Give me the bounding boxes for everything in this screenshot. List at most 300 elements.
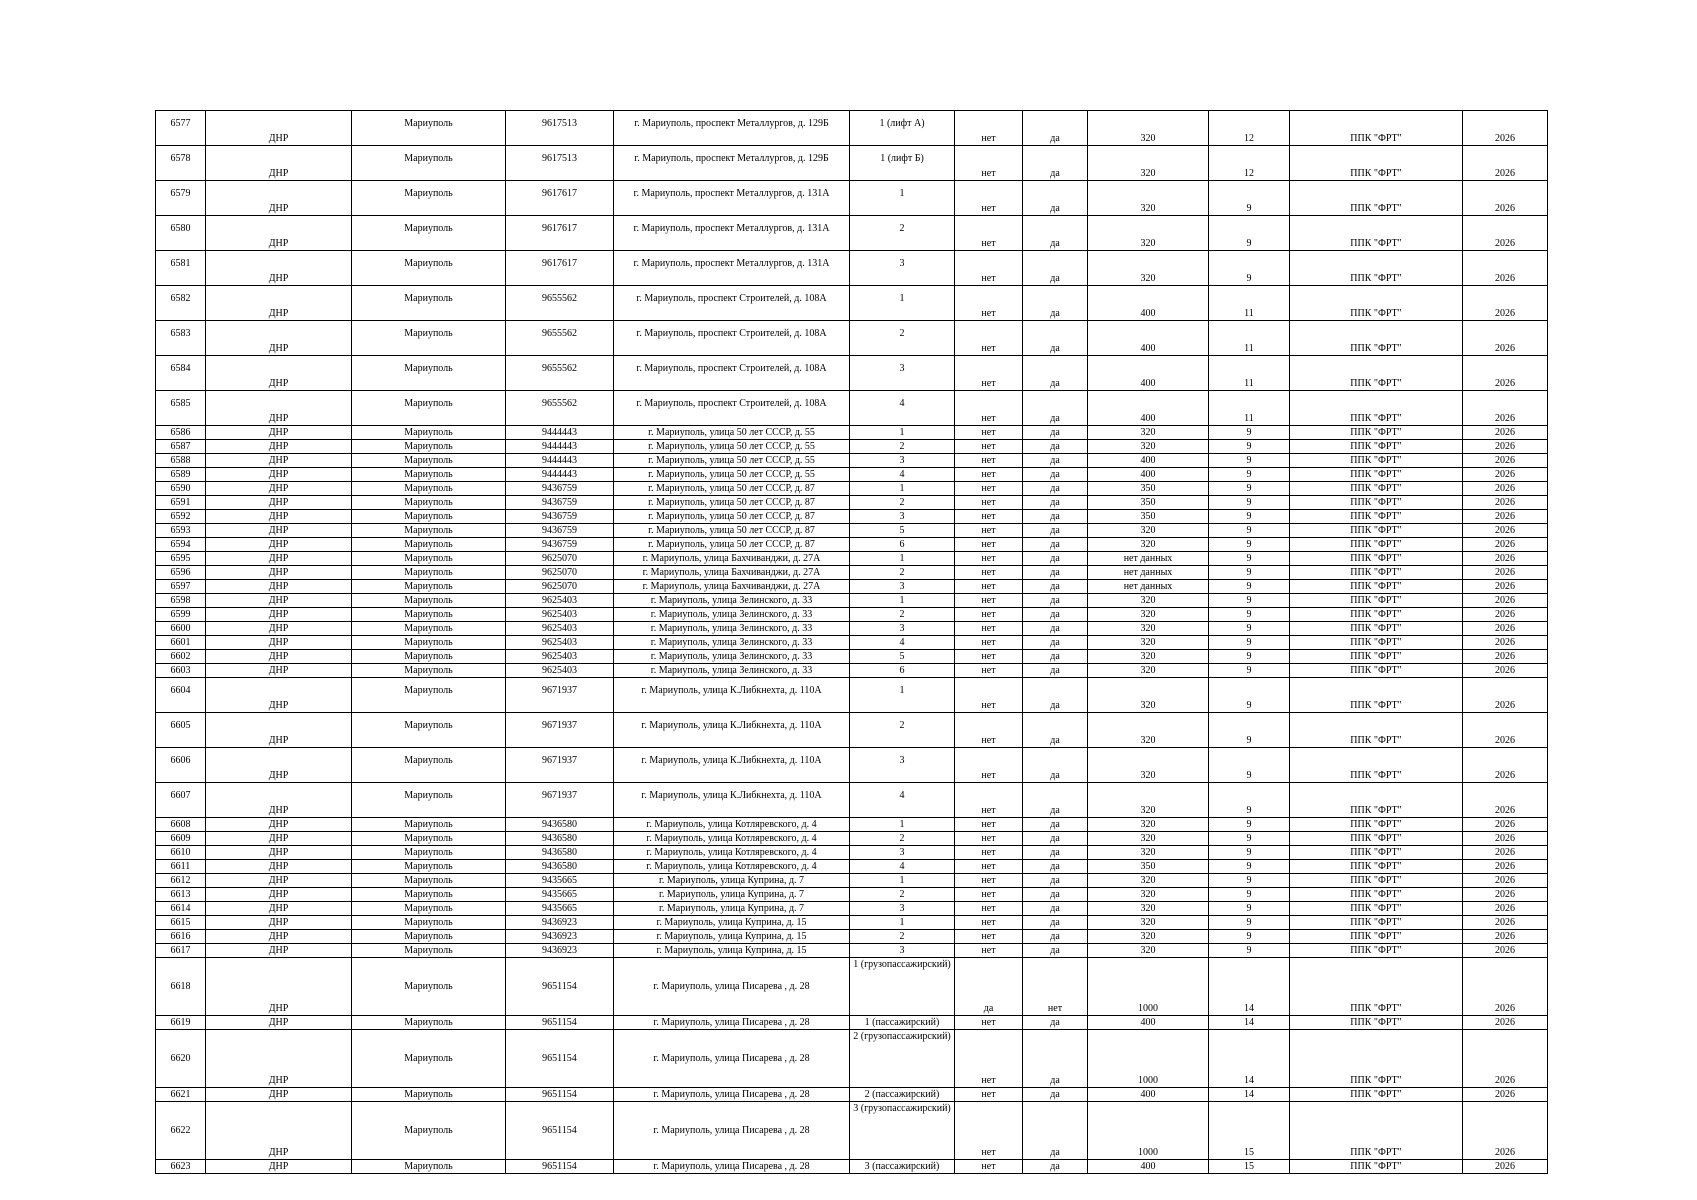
cell-building-id: 9436923 [506, 944, 614, 958]
cell-row-number: 6591 [156, 496, 206, 510]
cell-row-number: 6581 [156, 251, 206, 286]
table-row [156, 846, 1548, 860]
cell-address: г. Мариуполь, улица Писарева , д. 28 [614, 1102, 850, 1160]
cell-address: г. Мариуполь, улица 50 лет СССР, д. 87 [614, 510, 850, 524]
cell-building-id: 9671937 [506, 713, 614, 748]
cell-row-number: 6583 [156, 321, 206, 356]
cell-operator: ППК "ФРТ" [1290, 846, 1463, 860]
cell-year: 2026 [1463, 440, 1548, 454]
cell-region: ДНР [206, 538, 352, 552]
cell-region: ДНР [206, 783, 352, 818]
cell-row-number: 6613 [156, 888, 206, 902]
cell-capacity: 1000 [1088, 1030, 1209, 1088]
cell-year: 2026 [1463, 552, 1548, 566]
cell-city: Мариуполь [352, 636, 506, 650]
cell-freight-flag: нет [955, 846, 1023, 860]
cell-elevator-number: 4 [850, 391, 955, 426]
table-row [156, 426, 1548, 440]
table-row [156, 888, 1548, 902]
cell-floors: 9 [1209, 874, 1290, 888]
cell-operator: ППК "ФРТ" [1290, 678, 1463, 713]
cell-capacity: 400 [1088, 321, 1209, 356]
cell-year: 2026 [1463, 832, 1548, 846]
cell-city: Мариуполь [352, 748, 506, 783]
cell-city: Мариуполь [352, 832, 506, 846]
cell-year: 2026 [1463, 482, 1548, 496]
table-row [156, 146, 1548, 181]
cell-capacity: 350 [1088, 860, 1209, 874]
table-row [156, 321, 1548, 356]
cell-capacity: 320 [1088, 594, 1209, 608]
cell-year: 2026 [1463, 783, 1548, 818]
cell-freight-flag: нет [955, 440, 1023, 454]
cell-region: ДНР [206, 888, 352, 902]
cell-city: Мариуполь [352, 622, 506, 636]
cell-capacity: 320 [1088, 888, 1209, 902]
cell-address: г. Мариуполь, улица 50 лет СССР, д. 55 [614, 454, 850, 468]
cell-freight-flag: нет [955, 426, 1023, 440]
cell-floors: 9 [1209, 713, 1290, 748]
cell-building-id: 9436759 [506, 482, 614, 496]
table-row [156, 1088, 1548, 1102]
cell-passenger-flag: да [1023, 636, 1088, 650]
table-row [156, 482, 1548, 496]
cell-freight-flag: нет [955, 251, 1023, 286]
cell-address: г. Мариуполь, улица Куприна, д. 15 [614, 916, 850, 930]
cell-operator: ППК "ФРТ" [1290, 538, 1463, 552]
cell-floors: 9 [1209, 440, 1290, 454]
cell-row-number: 6587 [156, 440, 206, 454]
cell-freight-flag: нет [955, 664, 1023, 678]
cell-elevator-number: 3 [850, 356, 955, 391]
cell-floors: 15 [1209, 1102, 1290, 1160]
cell-passenger-flag: нет [1023, 958, 1088, 1016]
cell-floors: 9 [1209, 608, 1290, 622]
cell-address: г. Мариуполь, проспект Металлургов, д. 129Б [614, 146, 850, 181]
cell-row-number: 6580 [156, 216, 206, 251]
cell-operator: ППК "ФРТ" [1290, 454, 1463, 468]
table-row [156, 944, 1548, 958]
cell-capacity: нет данных [1088, 580, 1209, 594]
cell-address: г. Мариуполь, проспект Металлургов, д. 129Б [614, 111, 850, 146]
cell-elevator-number: 1 [850, 874, 955, 888]
cell-elevator-number: 1 (грузопассажирский) [850, 958, 955, 1016]
cell-city: Мариуполь [352, 216, 506, 251]
cell-freight-flag: нет [955, 1160, 1023, 1174]
cell-region: ДНР [206, 468, 352, 482]
cell-elevator-number: 2 [850, 440, 955, 454]
cell-address: г. Мариуполь, проспект Металлургов, д. 131А [614, 181, 850, 216]
cell-address: г. Мариуполь, улица Писарева , д. 28 [614, 1088, 850, 1102]
cell-region: ДНР [206, 818, 352, 832]
cell-region: ДНР [206, 426, 352, 440]
cell-floors: 11 [1209, 356, 1290, 391]
cell-building-id: 9436580 [506, 818, 614, 832]
cell-city: Мариуполь [352, 524, 506, 538]
cell-row-number: 6605 [156, 713, 206, 748]
cell-floors: 14 [1209, 1030, 1290, 1088]
table-row [156, 664, 1548, 678]
cell-year: 2026 [1463, 454, 1548, 468]
cell-elevator-number: 2 [850, 930, 955, 944]
cell-region: ДНР [206, 636, 352, 650]
cell-building-id: 9625070 [506, 552, 614, 566]
cell-address: г. Мариуполь, улица Писарева , д. 28 [614, 958, 850, 1016]
cell-year: 2026 [1463, 496, 1548, 510]
cell-operator: ППК "ФРТ" [1290, 111, 1463, 146]
cell-passenger-flag: да [1023, 1088, 1088, 1102]
cell-row-number: 6602 [156, 650, 206, 664]
cell-address: г. Мариуполь, улица Куприна, д. 15 [614, 944, 850, 958]
cell-address: г. Мариуполь, улица Писарева , д. 28 [614, 1160, 850, 1174]
cell-city: Мариуполь [352, 944, 506, 958]
cell-floors: 11 [1209, 391, 1290, 426]
cell-elevator-number: 1 (пассажирский) [850, 1016, 955, 1030]
cell-year: 2026 [1463, 1030, 1548, 1088]
table-row [156, 454, 1548, 468]
cell-row-number: 6595 [156, 552, 206, 566]
cell-floors: 9 [1209, 650, 1290, 664]
cell-capacity: 320 [1088, 664, 1209, 678]
cell-building-id: 9617513 [506, 111, 614, 146]
cell-operator: ППК "ФРТ" [1290, 748, 1463, 783]
cell-city: Мариуполь [352, 916, 506, 930]
cell-region: ДНР [206, 832, 352, 846]
cell-year: 2026 [1463, 286, 1548, 321]
cell-passenger-flag: да [1023, 713, 1088, 748]
table-row [156, 356, 1548, 391]
cell-elevator-number: 2 [850, 608, 955, 622]
cell-capacity: 320 [1088, 846, 1209, 860]
cell-passenger-flag: да [1023, 524, 1088, 538]
cell-building-id: 9651154 [506, 1088, 614, 1102]
cell-freight-flag: нет [955, 1102, 1023, 1160]
cell-year: 2026 [1463, 426, 1548, 440]
cell-city: Мариуполь [352, 1160, 506, 1174]
cell-row-number: 6621 [156, 1088, 206, 1102]
cell-city: Мариуполь [352, 391, 506, 426]
cell-year: 2026 [1463, 664, 1548, 678]
cell-row-number: 6607 [156, 783, 206, 818]
cell-elevator-number: 2 [850, 496, 955, 510]
cell-region: ДНР [206, 356, 352, 391]
cell-address: г. Мариуполь, улица Зелинского, д. 33 [614, 622, 850, 636]
table-row [156, 818, 1548, 832]
cell-freight-flag: нет [955, 678, 1023, 713]
cell-operator: ППК "ФРТ" [1290, 902, 1463, 916]
cell-year: 2026 [1463, 944, 1548, 958]
cell-city: Мариуполь [352, 580, 506, 594]
cell-operator: ППК "ФРТ" [1290, 713, 1463, 748]
cell-freight-flag: нет [955, 860, 1023, 874]
cell-region: ДНР [206, 111, 352, 146]
cell-city: Мариуполь [352, 1016, 506, 1030]
cell-floors: 9 [1209, 678, 1290, 713]
cell-city: Мариуполь [352, 902, 506, 916]
cell-floors: 14 [1209, 1016, 1290, 1030]
cell-region: ДНР [206, 608, 352, 622]
cell-year: 2026 [1463, 251, 1548, 286]
cell-region: ДНР [206, 566, 352, 580]
cell-operator: ППК "ФРТ" [1290, 1102, 1463, 1160]
cell-elevator-number: 1 (лифт Б) [850, 146, 955, 181]
cell-region: ДНР [206, 496, 352, 510]
cell-floors: 9 [1209, 944, 1290, 958]
cell-address: г. Мариуполь, проспект Строителей, д. 108А [614, 286, 850, 321]
cell-address: г. Мариуполь, улица 50 лет СССР, д. 87 [614, 496, 850, 510]
cell-building-id: 9436923 [506, 916, 614, 930]
cell-city: Мариуполь [352, 251, 506, 286]
cell-row-number: 6582 [156, 286, 206, 321]
cell-building-id: 9444443 [506, 468, 614, 482]
cell-capacity: 320 [1088, 608, 1209, 622]
cell-elevator-number: 1 [850, 181, 955, 216]
cell-city: Мариуполь [352, 454, 506, 468]
cell-operator: ППК "ФРТ" [1290, 356, 1463, 391]
cell-elevator-number: 4 [850, 783, 955, 818]
cell-city: Мариуполь [352, 321, 506, 356]
cell-passenger-flag: да [1023, 650, 1088, 664]
cell-year: 2026 [1463, 216, 1548, 251]
cell-address: г. Мариуполь, улица Бахчиванджи, д. 27А [614, 580, 850, 594]
table-row [156, 391, 1548, 426]
cell-operator: ППК "ФРТ" [1290, 818, 1463, 832]
cell-region: ДНР [206, 1160, 352, 1174]
cell-year: 2026 [1463, 874, 1548, 888]
cell-elevator-number: 6 [850, 664, 955, 678]
cell-year: 2026 [1463, 510, 1548, 524]
cell-capacity: нет данных [1088, 566, 1209, 580]
cell-row-number: 6600 [156, 622, 206, 636]
cell-region: ДНР [206, 664, 352, 678]
cell-freight-flag: нет [955, 902, 1023, 916]
cell-address: г. Мариуполь, улица Зелинского, д. 33 [614, 650, 850, 664]
cell-passenger-flag: да [1023, 874, 1088, 888]
cell-operator: ППК "ФРТ" [1290, 1160, 1463, 1174]
cell-year: 2026 [1463, 391, 1548, 426]
cell-row-number: 6604 [156, 678, 206, 713]
table-row [156, 930, 1548, 944]
cell-passenger-flag: да [1023, 181, 1088, 216]
cell-operator: ППК "ФРТ" [1290, 664, 1463, 678]
cell-year: 2026 [1463, 468, 1548, 482]
table-row [156, 440, 1548, 454]
table-row [156, 594, 1548, 608]
cell-capacity: 320 [1088, 524, 1209, 538]
cell-region: ДНР [206, 713, 352, 748]
cell-elevator-number: 3 [850, 251, 955, 286]
cell-building-id: 9655562 [506, 356, 614, 391]
cell-passenger-flag: да [1023, 783, 1088, 818]
cell-floors: 9 [1209, 426, 1290, 440]
cell-building-id: 9625403 [506, 636, 614, 650]
cell-region: ДНР [206, 146, 352, 181]
cell-passenger-flag: да [1023, 580, 1088, 594]
cell-region: ДНР [206, 482, 352, 496]
cell-capacity: 400 [1088, 391, 1209, 426]
cell-floors: 9 [1209, 664, 1290, 678]
cell-freight-flag: нет [955, 111, 1023, 146]
table-row [156, 251, 1548, 286]
cell-floors: 15 [1209, 1160, 1290, 1174]
cell-operator: ППК "ФРТ" [1290, 286, 1463, 321]
cell-city: Мариуполь [352, 356, 506, 391]
cell-floors: 11 [1209, 321, 1290, 356]
cell-building-id: 9436580 [506, 832, 614, 846]
cell-floors: 9 [1209, 482, 1290, 496]
cell-elevator-number: 4 [850, 468, 955, 482]
table-row [156, 468, 1548, 482]
cell-freight-flag: нет [955, 496, 1023, 510]
cell-operator: ППК "ФРТ" [1290, 622, 1463, 636]
cell-city: Мариуполь [352, 650, 506, 664]
cell-elevator-number: 3 [850, 622, 955, 636]
cell-city: Мариуполь [352, 1088, 506, 1102]
cell-year: 2026 [1463, 678, 1548, 713]
cell-city: Мариуполь [352, 818, 506, 832]
table-row [156, 650, 1548, 664]
cell-address: г. Мариуполь, улица К.Либкнехта, д. 110А [614, 678, 850, 713]
cell-year: 2026 [1463, 580, 1548, 594]
cell-city: Мариуполь [352, 440, 506, 454]
cell-floors: 9 [1209, 930, 1290, 944]
cell-freight-flag: нет [955, 482, 1023, 496]
cell-elevator-number: 5 [850, 524, 955, 538]
cell-row-number: 6584 [156, 356, 206, 391]
cell-operator: ППК "ФРТ" [1290, 216, 1463, 251]
cell-passenger-flag: да [1023, 566, 1088, 580]
cell-freight-flag: нет [955, 181, 1023, 216]
cell-row-number: 6619 [156, 1016, 206, 1030]
cell-freight-flag: нет [955, 874, 1023, 888]
cell-city: Мариуполь [352, 783, 506, 818]
cell-passenger-flag: да [1023, 818, 1088, 832]
cell-elevator-number: 3 [850, 944, 955, 958]
cell-freight-flag: нет [955, 916, 1023, 930]
cell-region: ДНР [206, 552, 352, 566]
cell-passenger-flag: да [1023, 888, 1088, 902]
cell-elevator-number: 2 [850, 321, 955, 356]
cell-floors: 9 [1209, 496, 1290, 510]
cell-freight-flag: нет [955, 356, 1023, 391]
cell-row-number: 6589 [156, 468, 206, 482]
cell-year: 2026 [1463, 111, 1548, 146]
cell-address: г. Мариуполь, проспект Металлургов, д. 131А [614, 251, 850, 286]
cell-operator: ППК "ФРТ" [1290, 888, 1463, 902]
cell-city: Мариуполь [352, 566, 506, 580]
cell-row-number: 6592 [156, 510, 206, 524]
cell-building-id: 9444443 [506, 426, 614, 440]
cell-city: Мариуполь [352, 888, 506, 902]
cell-row-number: 6614 [156, 902, 206, 916]
cell-address: г. Мариуполь, улица Бахчиванджи, д. 27А [614, 566, 850, 580]
cell-city: Мариуполь [352, 874, 506, 888]
cell-capacity: 320 [1088, 678, 1209, 713]
cell-capacity: 320 [1088, 874, 1209, 888]
cell-region: ДНР [206, 286, 352, 321]
cell-elevator-number: 3 [850, 454, 955, 468]
cell-passenger-flag: да [1023, 748, 1088, 783]
cell-passenger-flag: да [1023, 664, 1088, 678]
cell-address: г. Мариуполь, улица Куприна, д. 7 [614, 902, 850, 916]
cell-address: г. Мариуполь, улица 50 лет СССР, д. 87 [614, 524, 850, 538]
cell-passenger-flag: да [1023, 482, 1088, 496]
cell-row-number: 6617 [156, 944, 206, 958]
cell-freight-flag: нет [955, 832, 1023, 846]
cell-address: г. Мариуполь, улица 50 лет СССР, д. 55 [614, 426, 850, 440]
cell-row-number: 6601 [156, 636, 206, 650]
cell-row-number: 6586 [156, 426, 206, 440]
cell-region: ДНР [206, 846, 352, 860]
cell-capacity: 320 [1088, 440, 1209, 454]
cell-row-number: 6593 [156, 524, 206, 538]
cell-capacity: 320 [1088, 111, 1209, 146]
cell-city: Мариуполь [352, 594, 506, 608]
table-row [156, 860, 1548, 874]
cell-elevator-number: 3 [850, 510, 955, 524]
cell-operator: ППК "ФРТ" [1290, 496, 1463, 510]
table-row [156, 566, 1548, 580]
cell-city: Мариуполь [352, 552, 506, 566]
cell-capacity: 320 [1088, 622, 1209, 636]
cell-passenger-flag: да [1023, 608, 1088, 622]
cell-passenger-flag: да [1023, 832, 1088, 846]
cell-building-id: 9617617 [506, 251, 614, 286]
cell-city: Мариуполь [352, 286, 506, 321]
elevator-table [155, 110, 1548, 1174]
cell-region: ДНР [206, 916, 352, 930]
cell-region: ДНР [206, 251, 352, 286]
cell-year: 2026 [1463, 524, 1548, 538]
cell-operator: ППК "ФРТ" [1290, 1030, 1463, 1088]
cell-passenger-flag: да [1023, 538, 1088, 552]
table-row [156, 1102, 1548, 1160]
cell-floors: 9 [1209, 916, 1290, 930]
cell-year: 2026 [1463, 1016, 1548, 1030]
cell-operator: ППК "ФРТ" [1290, 594, 1463, 608]
cell-passenger-flag: да [1023, 622, 1088, 636]
cell-city: Мариуполь [352, 1102, 506, 1160]
cell-year: 2026 [1463, 748, 1548, 783]
cell-capacity: 1000 [1088, 958, 1209, 1016]
cell-city: Мариуполь [352, 713, 506, 748]
cell-city: Мариуполь [352, 930, 506, 944]
table-row [156, 622, 1548, 636]
cell-passenger-flag: да [1023, 454, 1088, 468]
cell-elevator-number: 3 (грузопассажирский) [850, 1102, 955, 1160]
cell-elevator-number: 2 (пассажирский) [850, 1088, 955, 1102]
cell-building-id: 9651154 [506, 1102, 614, 1160]
cell-year: 2026 [1463, 146, 1548, 181]
table-row [156, 874, 1548, 888]
cell-operator: ППК "ФРТ" [1290, 181, 1463, 216]
cell-building-id: 9671937 [506, 678, 614, 713]
cell-region: ДНР [206, 874, 352, 888]
cell-address: г. Мариуполь, улица 50 лет СССР, д. 55 [614, 468, 850, 482]
cell-operator: ППК "ФРТ" [1290, 580, 1463, 594]
cell-freight-flag: нет [955, 216, 1023, 251]
cell-capacity: 400 [1088, 454, 1209, 468]
cell-freight-flag: нет [955, 1030, 1023, 1088]
cell-operator: ППК "ФРТ" [1290, 944, 1463, 958]
cell-city: Мариуполь [352, 468, 506, 482]
cell-address: г. Мариуполь, улица К.Либкнехта, д. 110А [614, 713, 850, 748]
cell-building-id: 9625403 [506, 664, 614, 678]
cell-region: ДНР [206, 1102, 352, 1160]
table-row [156, 111, 1548, 146]
cell-freight-flag: нет [955, 468, 1023, 482]
cell-operator: ППК "ФРТ" [1290, 783, 1463, 818]
